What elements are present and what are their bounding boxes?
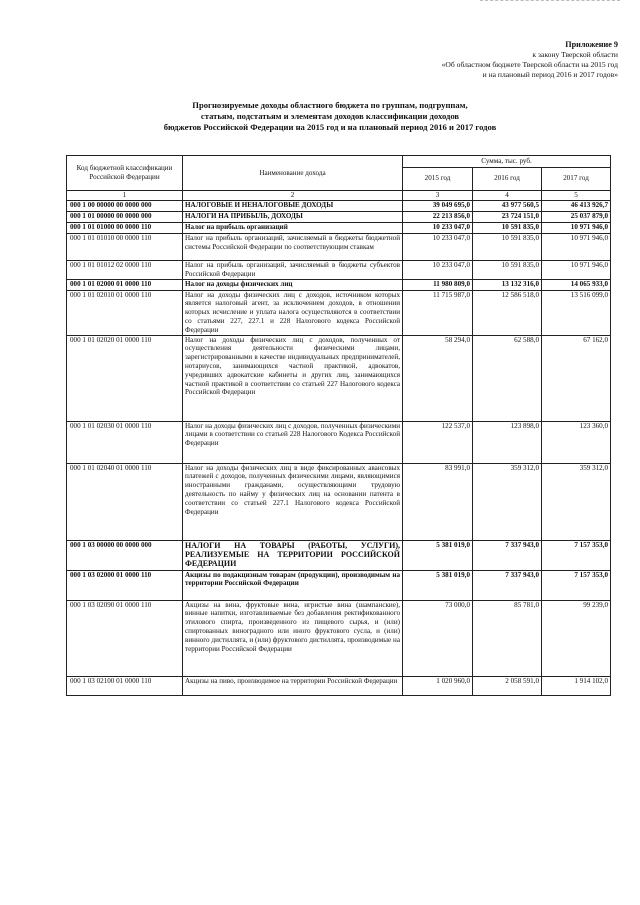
row-value-2016: 359 312,0 <box>473 463 542 540</box>
appendix-line: и на плановый период 2016 и 2017 годов» <box>482 70 618 79</box>
header-2015: 2015 год <box>403 167 473 190</box>
appendix-heading: Приложение 9 <box>565 40 618 49</box>
row-value-2017: 67 162,0 <box>542 335 611 421</box>
row-value-2016: 7 337 943,0 <box>473 570 542 600</box>
row-value-2015: 5 381 019,0 <box>403 540 473 570</box>
row-value-2017: 1 914 102,0 <box>542 676 611 695</box>
row-name: Налог на доходы физических лиц с доходов, полученных физическими лицами в соответствии со статьей 228 Налогового Кодекса Российской Федерации <box>183 421 403 463</box>
row-name: Налог на доходы физических лиц с доходов, источником которых является налоговый агент, за исключением доходов, в отношении которых исчисление и уплата налога осуществляются в соответствии со статьями 227, 227.1 и 228 Налогового кодекса Российской Федерации <box>183 290 403 335</box>
row-value-2015: 11 980 809,0 <box>403 279 473 290</box>
row-name: НАЛОГИ НА ПРИБЫЛЬ, ДОХОДЫ <box>183 212 403 223</box>
row-value-2016: 62 588,0 <box>473 335 542 421</box>
header-name: Наименование дохода <box>183 156 403 191</box>
table-row <box>67 421 611 463</box>
row-value-2017: 10 971 946,0 <box>542 223 611 234</box>
row-value-2017: 10 971 946,0 <box>542 261 611 280</box>
row-value-2016: 23 724 151,0 <box>473 212 542 223</box>
row-code: 000 1 03 00000 00 0000 000 <box>67 540 183 570</box>
table-row <box>67 676 611 695</box>
row-value-2016: 2 058 591,0 <box>473 676 542 695</box>
table-row <box>67 212 611 223</box>
row-value-2015: 39 049 695,0 <box>403 201 473 212</box>
row-name: Налог на прибыль организаций <box>183 223 403 234</box>
row-value-2015: 10 233 047,0 <box>403 223 473 234</box>
table-row <box>67 540 611 570</box>
row-name: НАЛОГОВЫЕ И НЕНАЛОГОВЫЕ ДОХОДЫ <box>183 201 403 212</box>
row-name: Налог на доходы физических лиц с доходов, полученных от осуществления деятельности физическими лицами, зарегистрированными в качестве индивидуальных предпринимателей, нотариусов, занимающихся частной практикой, адвокатов, учредивших адвокатские кабинеты и других лиц, занимающихся частной практикой в соответствии со статьей 227 Налогового кодекса Российской Федерации <box>183 335 403 421</box>
table-row <box>67 279 611 290</box>
row-value-2016: 7 337 943,0 <box>473 540 542 570</box>
row-name: Акцизы на вина, фруктовые вина, игристые вина (шампанские), винные напитки, изготавливаемые без добавления ректификованного этилового спирта, произведенного из пищевого сырья, и (или) спиртованных виноградного или иного фруктового сусла, и (или) винного дистиллята, и (или) фруктового дистиллята, производимые на территории Российской Федерации <box>183 600 403 676</box>
row-name: НАЛОГИ НА ТОВАРЫ (РАБОТЫ, УСЛУГИ), РЕАЛИЗУЕМЫЕ НА ТЕРРИТОРИИ РОССИЙСКОЙ ФЕДЕРАЦИИ <box>183 540 403 570</box>
row-value-2017: 99 239,0 <box>542 600 611 676</box>
column-index: 2 <box>183 191 403 201</box>
table-row <box>67 234 611 261</box>
row-value-2015: 122 537,0 <box>403 421 473 463</box>
row-value-2016: 43 977 560,5 <box>473 201 542 212</box>
row-value-2016: 85 781,0 <box>473 600 542 676</box>
scan-artifact <box>480 0 620 4</box>
row-code: 000 1 01 02040 01 0000 110 <box>67 463 183 540</box>
row-value-2015: 10 233 047,0 <box>403 261 473 280</box>
revenue-table <box>66 155 611 696</box>
row-code: 000 1 01 02000 01 0000 110 <box>67 279 183 290</box>
row-value-2016: 13 132 316,0 <box>473 279 542 290</box>
row-value-2015: 11 715 987,0 <box>403 290 473 335</box>
row-value-2017: 14 065 933,0 <box>542 279 611 290</box>
header-2017: 2017 год <box>542 167 611 190</box>
row-value-2015: 5 381 019,0 <box>403 570 473 600</box>
row-value-2016: 12 586 518,0 <box>473 290 542 335</box>
row-value-2015: 83 991,0 <box>403 463 473 540</box>
row-code: 000 1 03 02000 01 0000 110 <box>67 570 183 600</box>
header-2016: 2016 год <box>473 167 542 190</box>
row-value-2015: 58 294,0 <box>403 335 473 421</box>
document-title <box>60 100 600 133</box>
row-code: 000 1 01 02030 01 0000 110 <box>67 421 183 463</box>
row-code: 000 1 00 00000 00 0000 000 <box>67 201 183 212</box>
appendix-line: «Об областном бюджете Тверской области на 2015 год <box>441 60 618 69</box>
column-index: 4 <box>473 191 542 201</box>
column-index: 3 <box>403 191 473 201</box>
row-value-2017: 25 037 879,0 <box>542 212 611 223</box>
row-code: 000 1 01 01000 00 0000 110 <box>67 223 183 234</box>
row-value-2017: 7 157 353,0 <box>542 540 611 570</box>
table-row <box>67 223 611 234</box>
row-value-2017: 359 312,0 <box>542 463 611 540</box>
row-value-2016: 10 591 835,0 <box>473 223 542 234</box>
row-name: Налог на доходы физических лиц в виде фиксированных авансовых платежей с доходов, полученных физическими лицами, являющимися иностранными гражданами, осуществляющими трудовую деятельность по найму у физических лиц на основании патента в соответствии со статьей 227.1 Налогового кодекса Российской Федерации <box>183 463 403 540</box>
title-line: статьям, подстатьям и элементам доходов классификации доходов <box>200 111 460 121</box>
row-code: 000 1 03 02100 01 0000 110 <box>67 676 183 695</box>
row-value-2017: 10 971 946,0 <box>542 234 611 261</box>
row-code: 000 1 01 00000 00 0000 000 <box>67 212 183 223</box>
row-name: Налог на доходы физических лиц <box>183 279 403 290</box>
column-index: 1 <box>67 191 183 201</box>
column-index: 5 <box>542 191 611 201</box>
row-value-2017: 7 157 353,0 <box>542 570 611 600</box>
title-line: Прогнозируемые доходы областного бюджета по группам, подгруппам, <box>192 100 468 110</box>
row-name: Налог на прибыль организаций, зачисляемый в бюджеты бюджетной системы Российской Федерации по соответствующим ставкам <box>183 234 403 261</box>
row-code: 000 1 01 01012 02 0000 110 <box>67 261 183 280</box>
row-name: Налог на прибыль организаций, зачисляемый в бюджеты субъектов Российской Федерации <box>183 261 403 280</box>
table-row <box>67 600 611 676</box>
row-value-2017: 46 413 926,7 <box>542 201 611 212</box>
appendix-note <box>442 40 618 80</box>
row-value-2015: 10 233 047,0 <box>403 234 473 261</box>
header-sum: Сумма, тыс. руб. <box>403 156 611 168</box>
row-value-2017: 123 360,0 <box>542 421 611 463</box>
row-value-2016: 10 591 835,0 <box>473 261 542 280</box>
row-value-2016: 123 898,0 <box>473 421 542 463</box>
table-row <box>67 335 611 421</box>
row-value-2015: 1 020 960,0 <box>403 676 473 695</box>
row-code: 000 1 03 02090 01 0000 110 <box>67 600 183 676</box>
row-name: Акцизы по подакцизным товарам (продукции), производимым на территории Российской Федерации <box>183 570 403 600</box>
row-name: Акцизы на пиво, производимое на территории Российской Федерации <box>183 676 403 695</box>
table-row <box>67 463 611 540</box>
header-code: Код бюджетной классификации Российской Федерации <box>67 156 183 191</box>
appendix-line: к закону Тверской области <box>532 50 618 59</box>
table-row <box>67 261 611 280</box>
row-code: 000 1 01 02010 01 0000 110 <box>67 290 183 335</box>
row-value-2017: 13 516 099,0 <box>542 290 611 335</box>
table-row <box>67 290 611 335</box>
row-value-2015: 22 213 856,0 <box>403 212 473 223</box>
row-value-2015: 73 000,0 <box>403 600 473 676</box>
row-code: 000 1 01 02020 01 0000 110 <box>67 335 183 421</box>
row-value-2016: 10 591 835,0 <box>473 234 542 261</box>
row-code: 000 1 01 01010 00 0000 110 <box>67 234 183 261</box>
table-row <box>67 201 611 212</box>
table-row <box>67 570 611 600</box>
title-line: бюджетов Российской Федерации на 2015 год и на плановый период 2016 и 2017 годов <box>163 122 497 132</box>
